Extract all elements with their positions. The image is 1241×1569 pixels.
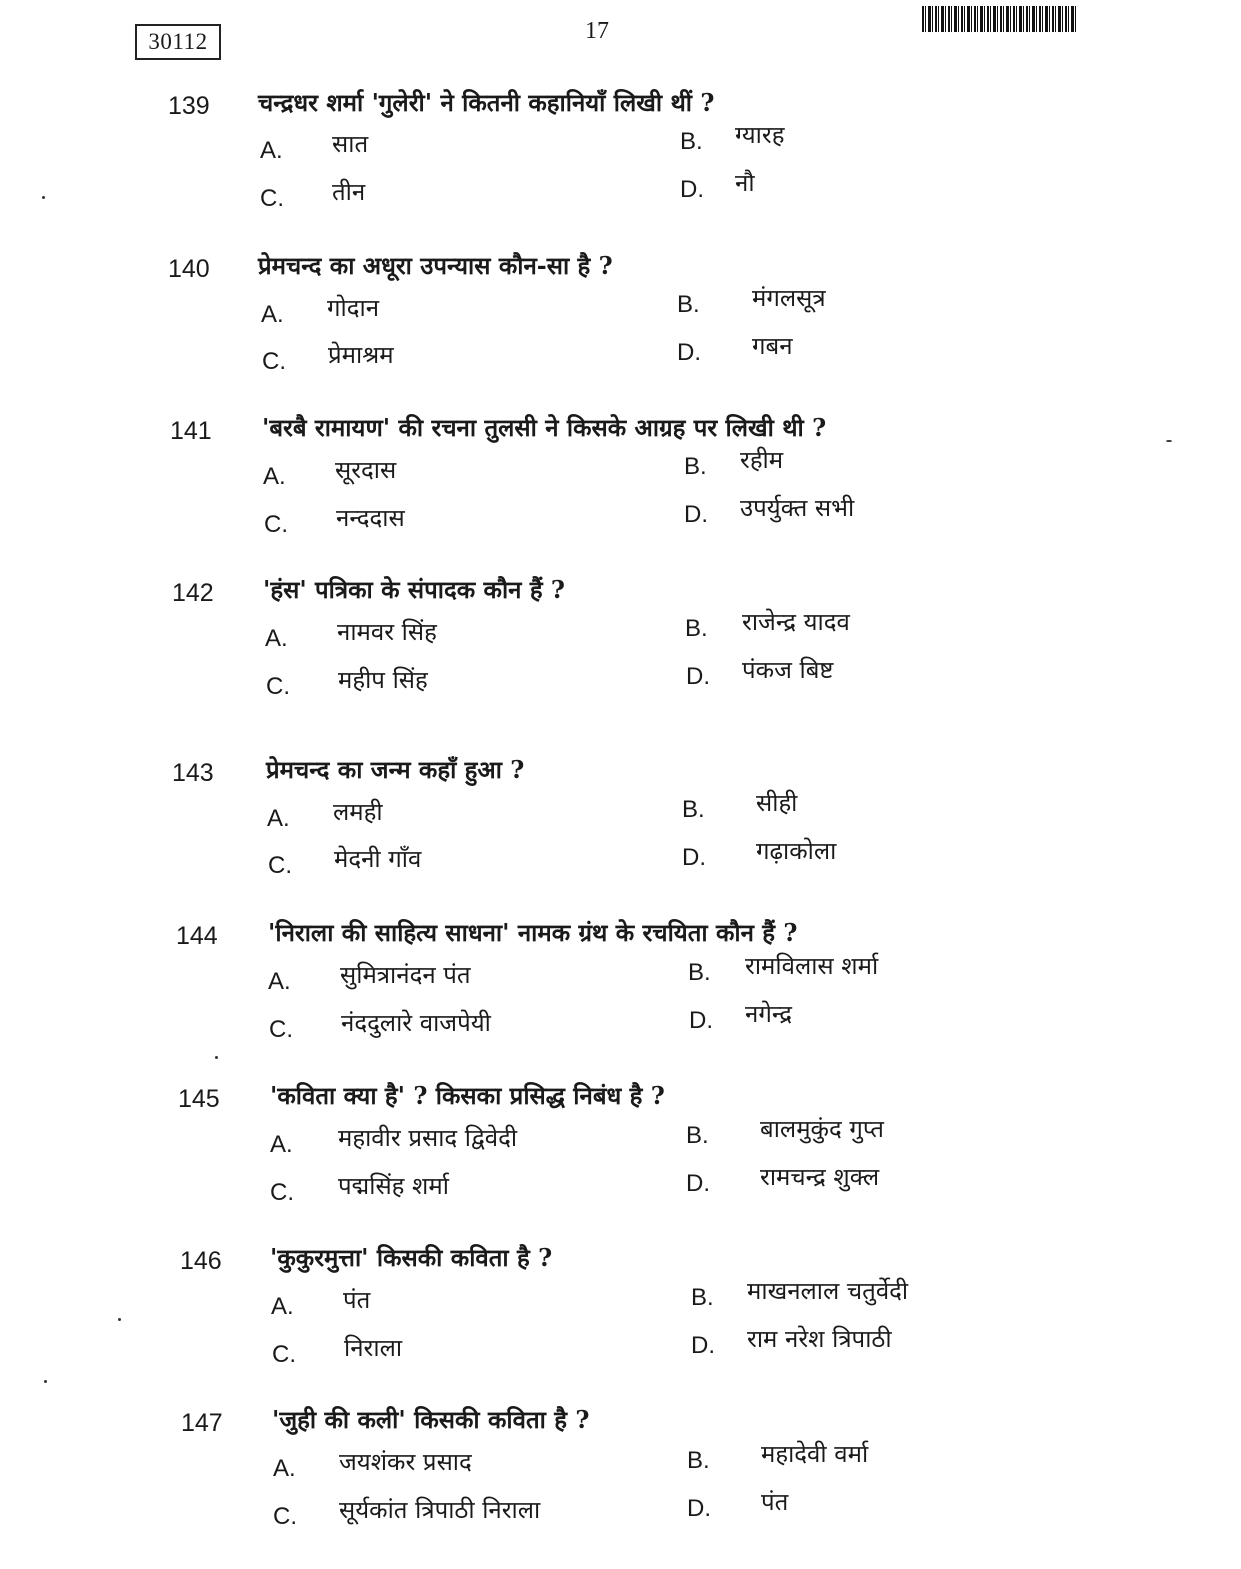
question-140	[0, 251, 1241, 415]
option-letter: D.	[689, 1007, 713, 1034]
question-text: 'कुकुरमुत्ता' किसकी कविता है ?	[270, 1243, 553, 1272]
question-number: 140	[168, 255, 210, 283]
option-text: सूर्यकांत त्रिपाठी निराला	[339, 1496, 541, 1524]
question-text: चन्द्रधर शर्मा 'गुलेरी' ने कितनी कहानियाँ लिखी थीं ?	[258, 88, 715, 117]
option-text: पद्मसिंह शर्मा	[338, 1172, 449, 1200]
page-number: 17	[585, 18, 609, 44]
option-letter: D.	[687, 1495, 711, 1522]
option-text: नौ	[735, 169, 755, 197]
option-text: ग्यारह	[735, 121, 785, 149]
option-text: नगेन्द्र	[745, 1000, 792, 1028]
option-text: रामविलास शर्मा	[745, 952, 879, 980]
question-147	[0, 1405, 1241, 1569]
option-letter: C.	[266, 673, 290, 700]
option-text: उपर्युक्त सभी	[740, 494, 855, 522]
option-text: गोदान	[327, 294, 380, 322]
option-letter: B.	[691, 1284, 714, 1311]
question-text: 'बरबै रामायण' की रचना तुलसी ने किसके आग्रह पर लिखी थी ?	[262, 413, 827, 442]
question-142	[0, 575, 1241, 739]
question-139	[0, 88, 1241, 252]
option-letter: B.	[680, 128, 703, 155]
option-letter: B.	[682, 796, 705, 823]
option-text: निराला	[344, 1334, 403, 1362]
option-letter: A.	[261, 301, 284, 328]
option-letter: C.	[270, 1179, 294, 1206]
question-number: 139	[168, 92, 210, 120]
option-letter: A.	[270, 1131, 293, 1158]
option-text: बालमुकुंद गुप्त	[760, 1115, 884, 1143]
option-text: सुमित्रानंदन पंत	[340, 961, 471, 989]
question-number: 145	[178, 1085, 220, 1113]
option-text: लमही	[333, 798, 383, 826]
option-text: सात	[332, 130, 369, 158]
question-number: 146	[180, 1247, 222, 1275]
option-letter: A.	[273, 1455, 296, 1482]
question-141	[0, 413, 1241, 577]
question-number: 141	[170, 417, 212, 445]
option-letter: B.	[687, 1447, 710, 1474]
question-143	[0, 755, 1241, 919]
option-letter: C.	[269, 1016, 293, 1043]
option-letter: A.	[271, 1293, 294, 1320]
option-letter: A.	[263, 463, 286, 490]
option-letter: B.	[685, 615, 708, 642]
option-text: नंददुलारे वाजपेयी	[341, 1009, 491, 1037]
option-text: पंत	[343, 1286, 371, 1314]
question-text: प्रेमचन्द का जन्म कहाँ हुआ ?	[266, 755, 525, 784]
option-text: सीही	[756, 789, 798, 817]
option-letter: A.	[267, 805, 290, 832]
paper-code: 30112	[135, 24, 221, 60]
option-letter: B.	[684, 453, 707, 480]
option-text: मेदनी गाँव	[334, 845, 422, 873]
option-text: जयशंकर प्रसाद	[339, 1448, 472, 1476]
option-letter: D.	[686, 663, 710, 690]
option-letter: C.	[268, 852, 292, 879]
option-text: पंकज बिष्ट	[742, 656, 834, 684]
option-text: रामचन्द्र शुक्ल	[760, 1163, 880, 1191]
option-text: महादेवी वर्मा	[761, 1440, 869, 1468]
option-letter: B.	[686, 1122, 709, 1149]
option-letter: D.	[686, 1170, 710, 1197]
question-number: 144	[176, 922, 218, 950]
option-text: महावीर प्रसाद द्विवेदी	[338, 1124, 518, 1152]
option-text: सूरदास	[335, 456, 397, 484]
question-text: प्रेमचन्द का अधूरा उपन्यास कौन-सा है ?	[258, 251, 613, 280]
option-text: राजेन्द्र यादव	[742, 608, 850, 636]
option-text: रहीम	[740, 446, 784, 474]
question-146	[0, 1243, 1241, 1407]
option-text: प्रेमाश्रम	[328, 341, 394, 369]
option-text: नामवर सिंह	[337, 618, 437, 646]
option-text: गबन	[752, 332, 793, 360]
option-text: राम नरेश त्रिपाठी	[747, 1325, 892, 1353]
option-letter: B.	[688, 959, 711, 986]
option-letter: D.	[680, 176, 704, 203]
option-text: माखनलाल चतुर्वेदी	[747, 1277, 909, 1305]
question-144	[0, 918, 1241, 1082]
question-number: 147	[181, 1409, 223, 1437]
option-letter: D.	[677, 339, 701, 366]
option-letter: C.	[260, 185, 284, 212]
barcode-icon	[922, 6, 1076, 32]
question-text: 'निराला की साहित्य साधना' नामक ग्रंथ के रचयिता कौन हैं ?	[268, 918, 798, 947]
option-text: महीप सिंह	[338, 666, 428, 694]
option-letter: B.	[677, 291, 700, 318]
option-letter: C.	[273, 1503, 297, 1530]
option-text: तीन	[332, 178, 366, 206]
question-text: 'हंस' पत्रिका के संपादक कौन हैं ?	[263, 575, 565, 604]
option-letter: A.	[268, 968, 291, 995]
option-letter: D.	[684, 501, 708, 528]
option-letter: A.	[260, 137, 283, 164]
question-number: 143	[172, 759, 214, 787]
option-text: गढ़ाकोला	[756, 837, 837, 865]
option-text: नन्ददास	[336, 504, 405, 532]
option-text: मंगलसूत्र	[752, 284, 826, 312]
option-text: पंत	[761, 1488, 789, 1516]
option-letter: D.	[691, 1332, 715, 1359]
option-letter: C.	[264, 511, 288, 538]
question-number: 142	[172, 579, 214, 607]
option-letter: C.	[262, 348, 286, 375]
question-145	[0, 1081, 1241, 1245]
option-letter: A.	[265, 625, 288, 652]
option-letter: D.	[682, 844, 706, 871]
option-letter: C.	[272, 1341, 296, 1368]
question-text: 'कविता क्या है' ? किसका प्रसिद्ध निबंध है ?	[270, 1081, 665, 1110]
question-text: 'जुही की कली' किसकी कविता है ?	[272, 1405, 590, 1434]
